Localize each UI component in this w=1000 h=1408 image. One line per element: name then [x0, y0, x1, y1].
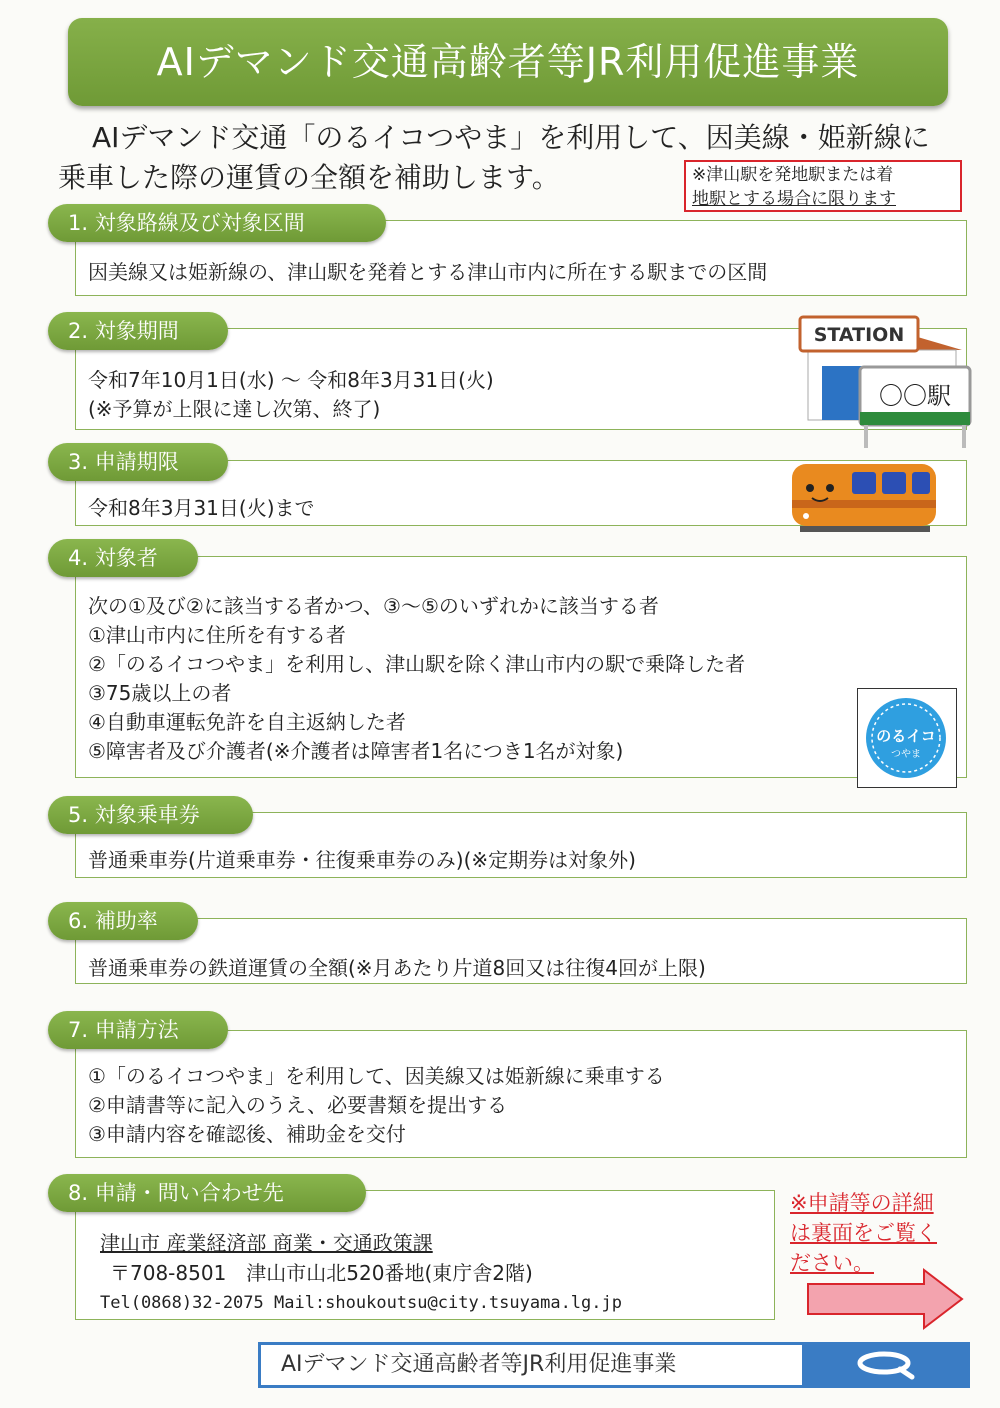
- search-icon: [802, 1345, 967, 1385]
- section-7-line-2: ②申請書等に記入のうえ、必要書類を提出する: [88, 1093, 508, 1117]
- section-1-line: 因美線又は姫新線の、津山駅を発着とする津山市内に所在する駅までの区間: [88, 260, 768, 284]
- section-6-heading: 6. 補助率: [48, 902, 198, 940]
- section-2-line-1: 令和7年10月1日(水) ～ 令和8年3月31日(火): [88, 368, 494, 392]
- contact-tel-mail[interactable]: Tel(0868)32-2075 Mail:shoukoutsu@city.tsuyama.lg.jp: [100, 1293, 622, 1313]
- details-line-1: ※申請等の詳細: [790, 1191, 934, 1215]
- intro-line-1: AIデマンド交通「のるイコつやま」を利用して、因美線・姫新線に: [92, 121, 930, 154]
- section-4-line-6: ⑤障害者及び介護者(※介護者は障害者1名につき1名が対象): [88, 739, 624, 763]
- search-button[interactable]: [802, 1345, 967, 1385]
- notice-line-2: 地駅とする場合に限ります: [692, 189, 896, 209]
- contact-info: [100, 1228, 622, 1318]
- details-line-3: ださい。: [790, 1251, 874, 1275]
- station-name-text: 〇〇駅: [879, 382, 951, 410]
- contact-dept: 津山市 産業経済部 商業・交通政策課: [100, 1231, 433, 1255]
- search-bar[interactable]: [258, 1342, 970, 1388]
- search-input[interactable]: AIデマンド交通高齢者等JR利用促進事業: [281, 1352, 677, 1377]
- station-illustration: [790, 312, 970, 452]
- section-7-heading: 7. 申請方法: [48, 1011, 228, 1049]
- notice-line-1: ※津山駅を発地駅または着: [692, 165, 894, 185]
- arrow-right-icon: [806, 1268, 964, 1330]
- section-5-line: 普通乗車券(片道乗車券・往復乗車券のみ)(※定期券は対象外): [88, 848, 636, 872]
- section-4-line-5: ④自動車運転免許を自主返納した者: [88, 710, 406, 734]
- section-4-line-4: ③75歳以上の者: [88, 681, 232, 705]
- section-3-line: 令和8年3月31日(火)まで: [88, 496, 315, 520]
- section-6-line: 普通乗車券の鉄道運賃の全額(※月あたり片道8回又は往復4回が上限): [88, 956, 706, 980]
- section-5-heading: 5. 対象乗車券: [48, 796, 253, 834]
- notice-box: [684, 160, 962, 212]
- section-4-line-1: 次の①及び②に該当する者かつ、③～⑤のいずれかに該当する者: [88, 594, 659, 618]
- logo-sub-text: つやま: [891, 749, 921, 760]
- section-7-line-3: ③申請内容を確認後、補助金を交付: [88, 1122, 406, 1146]
- section-2-line-2: (※予算が上限に達し次第、終了): [88, 397, 381, 421]
- train-illustration: [790, 458, 940, 538]
- section-1-heading: 1. 対象路線及び対象区間: [48, 204, 386, 242]
- section-3-heading: 3. 申請期限: [48, 443, 228, 481]
- details-note: [790, 1188, 970, 1278]
- section-8-heading: 8. 申請・問い合わせ先: [48, 1174, 366, 1212]
- details-line-2: は裏面をご覧く: [790, 1221, 937, 1245]
- section-2-heading: 2. 対象期間: [48, 312, 228, 350]
- section-4-line-2: ①津山市内に住所を有する者: [88, 623, 346, 647]
- section-7-line-1: ①「のるイコつやま」を利用して、因美線又は姫新線に乗車する: [88, 1064, 665, 1088]
- noruiko-logo: [858, 689, 956, 787]
- page-title: AIデマンド交通高齢者等JR利用促進事業: [68, 18, 948, 106]
- noruiko-logo-frame: [857, 688, 957, 788]
- section-4-heading: 4. 対象者: [48, 539, 198, 577]
- logo-main-text: のるイコ: [876, 727, 936, 745]
- station-sign-text: STATION: [813, 324, 905, 346]
- section-4-line-3: ②「のるイコつやま」を利用し、津山駅を除く津山市内の駅で乗降した者: [88, 652, 746, 676]
- contact-address: 〒708-8501 津山市山北520番地(東庁舎2階): [110, 1261, 533, 1285]
- intro-line-2: 乗車した際の運賃の全額を補助します。: [58, 161, 560, 194]
